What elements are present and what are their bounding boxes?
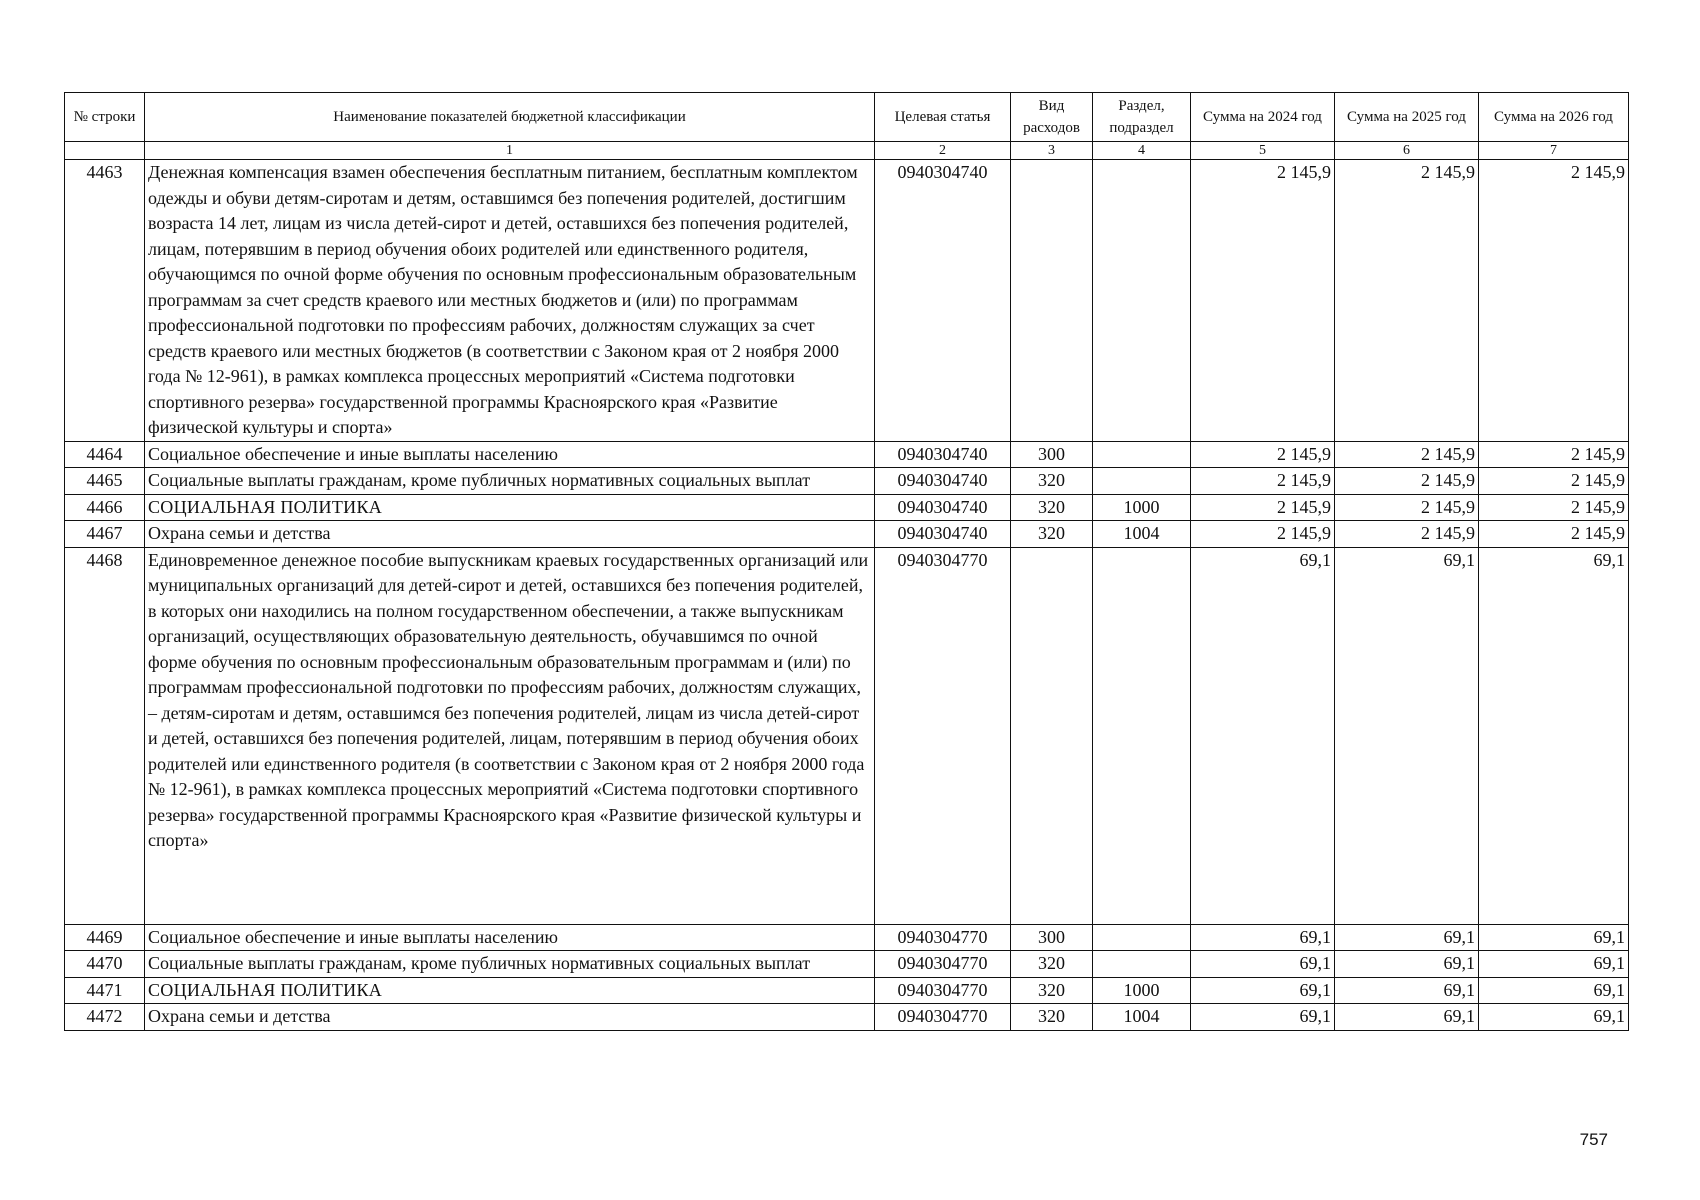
table-row bbox=[65, 924, 1629, 951]
sum-2024: 2 145,9 bbox=[1191, 494, 1335, 521]
sum-2026: 69,1 bbox=[1479, 1004, 1629, 1031]
target-article: 0940304740 bbox=[875, 521, 1011, 548]
row-number: 4466 bbox=[65, 494, 145, 521]
section bbox=[1093, 924, 1191, 951]
column-number: 4 bbox=[1093, 142, 1191, 160]
indicator-name: Денежная компенсация взамен обеспечения бесплатным питанием, бесплатным комплектом одежды и обуви детям-сиротам и детям, оставшимся без попечения родителей, достигшим возраста 14 лет, лицам из числа детей-сирот и детей, оставшихся без попечения родителей, лицам, потерявшим в период обучения обоих родителей или единственного родителя, обучающимся по очной форме обучения по основным профессиональным образовательным программам за счет средств краевого или местных бюджетов и (или) по программам профессиональной подготовки по профессиям рабочих, должностям служащих за счет средств краевого или местных бюджетов (в соответствии с Законом края от 2 ноября 2000 года № 12-961), в рамках комплекса процессных мероприятий «Система подготовки спортивного резерва» государственной программы Красноярского края «Развитие физической культуры и спорта» bbox=[145, 160, 875, 442]
table-row bbox=[65, 547, 1629, 924]
sum-2026: 69,1 bbox=[1479, 547, 1629, 924]
row-number: 4464 bbox=[65, 441, 145, 468]
expense-type: 320 bbox=[1011, 977, 1093, 1004]
section bbox=[1093, 468, 1191, 495]
sum-2024: 69,1 bbox=[1191, 924, 1335, 951]
row-number: 4472 bbox=[65, 1004, 145, 1031]
indicator-name: Социальное обеспечение и иные выплаты населению bbox=[145, 924, 875, 951]
row-number: 4467 bbox=[65, 521, 145, 548]
expense-type: 300 bbox=[1011, 924, 1093, 951]
column-number: 3 bbox=[1011, 142, 1093, 160]
sum-2026: 2 145,9 bbox=[1479, 468, 1629, 495]
indicator-name: Единовременное денежное пособие выпускникам краевых государственных организаций или муниципальных организаций для детей-сирот и детей, оставшихся без попечения родителей, в которых они находились на полном государственном обеспечении, а также выпускникам организаций, осуществляющих образовательную деятельность, обучавшимся по очной форме обучения по основным профессиональным образовательным программам и (или) по программам профессиональной подготовки по профессиям рабочих, должностям служащих, – детям-сиротам и детям, оставшимся без попечения родителей, лицам из числа детей-сирот и детей, оставшихся без попечения родителей, лицам, потерявшим в период обучения обоих родителей или единственного родителя (в соответствии с Законом края от 2 ноября 2000 года № 12-961), в рамках комплекса процессных мероприятий «Система подготовки спортивного резерва» государственной программы Красноярского края «Развитие физической культуры и спорта» bbox=[145, 547, 875, 924]
sum-2026: 2 145,9 bbox=[1479, 160, 1629, 442]
sum-2025: 2 145,9 bbox=[1335, 494, 1479, 521]
header-sum-2025: Сумма на 2025 год bbox=[1335, 93, 1479, 142]
expense-type: 320 bbox=[1011, 951, 1093, 978]
sum-2026: 69,1 bbox=[1479, 951, 1629, 978]
header-target-article: Целевая статья bbox=[875, 93, 1011, 142]
target-article: 0940304740 bbox=[875, 441, 1011, 468]
table-row bbox=[65, 1004, 1629, 1031]
sum-2024: 69,1 bbox=[1191, 977, 1335, 1004]
sum-2024: 2 145,9 bbox=[1191, 468, 1335, 495]
target-article: 0940304740 bbox=[875, 160, 1011, 442]
column-number: 1 bbox=[145, 142, 875, 160]
table-row bbox=[65, 521, 1629, 548]
target-article: 0940304770 bbox=[875, 951, 1011, 978]
expense-type bbox=[1011, 160, 1093, 442]
indicator-name: СОЦИАЛЬНАЯ ПОЛИТИКА bbox=[145, 494, 875, 521]
target-article: 0940304770 bbox=[875, 547, 1011, 924]
indicator-name: СОЦИАЛЬНАЯ ПОЛИТИКА bbox=[145, 977, 875, 1004]
sum-2025: 69,1 bbox=[1335, 1004, 1479, 1031]
row-number: 4468 bbox=[65, 547, 145, 924]
target-article: 0940304770 bbox=[875, 1004, 1011, 1031]
sum-2026: 69,1 bbox=[1479, 924, 1629, 951]
sum-2024: 69,1 bbox=[1191, 1004, 1335, 1031]
sum-2024: 2 145,9 bbox=[1191, 160, 1335, 442]
section: 1004 bbox=[1093, 521, 1191, 548]
expense-type: 300 bbox=[1011, 441, 1093, 468]
indicator-name: Социальные выплаты гражданам, кроме публичных нормативных социальных выплат bbox=[145, 468, 875, 495]
column-number-row bbox=[65, 142, 1629, 160]
section bbox=[1093, 160, 1191, 442]
column-number: 2 bbox=[875, 142, 1011, 160]
section bbox=[1093, 951, 1191, 978]
table-row bbox=[65, 951, 1629, 978]
expense-type: 320 bbox=[1011, 1004, 1093, 1031]
header-expense-type: Вид расходов bbox=[1011, 93, 1093, 142]
header-sum-2026: Сумма на 2026 год bbox=[1479, 93, 1629, 142]
indicator-name: Охрана семьи и детства bbox=[145, 1004, 875, 1031]
column-number: 7 bbox=[1479, 142, 1629, 160]
page-number: 757 bbox=[1579, 1130, 1608, 1149]
row-number: 4470 bbox=[65, 951, 145, 978]
indicator-name: Социальные выплаты гражданам, кроме публичных нормативных социальных выплат bbox=[145, 951, 875, 978]
sum-2025: 69,1 bbox=[1335, 924, 1479, 951]
sum-2026: 2 145,9 bbox=[1479, 521, 1629, 548]
section bbox=[1093, 441, 1191, 468]
sum-2025: 2 145,9 bbox=[1335, 160, 1479, 442]
header-indicator-name: Наименование показателей бюджетной классификации bbox=[145, 93, 875, 142]
row-number: 4471 bbox=[65, 977, 145, 1004]
section: 1004 bbox=[1093, 1004, 1191, 1031]
expense-type: 320 bbox=[1011, 521, 1093, 548]
column-number-blank bbox=[65, 142, 145, 160]
indicator-name: Охрана семьи и детства bbox=[145, 521, 875, 548]
target-article: 0940304770 bbox=[875, 977, 1011, 1004]
column-number: 5 bbox=[1191, 142, 1335, 160]
table-row bbox=[65, 441, 1629, 468]
header-row-number: № строки bbox=[65, 93, 145, 142]
sum-2025: 69,1 bbox=[1335, 951, 1479, 978]
header-sum-2024: Сумма на 2024 год bbox=[1191, 93, 1335, 142]
expense-type: 320 bbox=[1011, 494, 1093, 521]
indicator-name: Социальное обеспечение и иные выплаты населению bbox=[145, 441, 875, 468]
row-number: 4465 bbox=[65, 468, 145, 495]
sum-2025: 2 145,9 bbox=[1335, 441, 1479, 468]
row-number: 4463 bbox=[65, 160, 145, 442]
column-number: 6 bbox=[1335, 142, 1479, 160]
section: 1000 bbox=[1093, 494, 1191, 521]
sum-2026: 2 145,9 bbox=[1479, 494, 1629, 521]
sum-2025: 69,1 bbox=[1335, 977, 1479, 1004]
row-number: 4469 bbox=[65, 924, 145, 951]
sum-2024: 2 145,9 bbox=[1191, 521, 1335, 548]
sum-2024: 69,1 bbox=[1191, 951, 1335, 978]
sum-2025: 69,1 bbox=[1335, 547, 1479, 924]
table-row bbox=[65, 494, 1629, 521]
sum-2024: 69,1 bbox=[1191, 547, 1335, 924]
table-row bbox=[65, 977, 1629, 1004]
sum-2025: 2 145,9 bbox=[1335, 521, 1479, 548]
budget-table bbox=[64, 92, 1629, 1031]
expense-type: 320 bbox=[1011, 468, 1093, 495]
section bbox=[1093, 547, 1191, 924]
header-section: Раздел, подраздел bbox=[1093, 93, 1191, 142]
sum-2026: 69,1 bbox=[1479, 977, 1629, 1004]
target-article: 0940304740 bbox=[875, 468, 1011, 495]
target-article: 0940304740 bbox=[875, 494, 1011, 521]
sum-2025: 2 145,9 bbox=[1335, 468, 1479, 495]
section: 1000 bbox=[1093, 977, 1191, 1004]
table-row bbox=[65, 468, 1629, 495]
header-row bbox=[65, 93, 1629, 142]
table-row bbox=[65, 160, 1629, 442]
sum-2026: 2 145,9 bbox=[1479, 441, 1629, 468]
sum-2024: 2 145,9 bbox=[1191, 441, 1335, 468]
target-article: 0940304770 bbox=[875, 924, 1011, 951]
expense-type bbox=[1011, 547, 1093, 924]
